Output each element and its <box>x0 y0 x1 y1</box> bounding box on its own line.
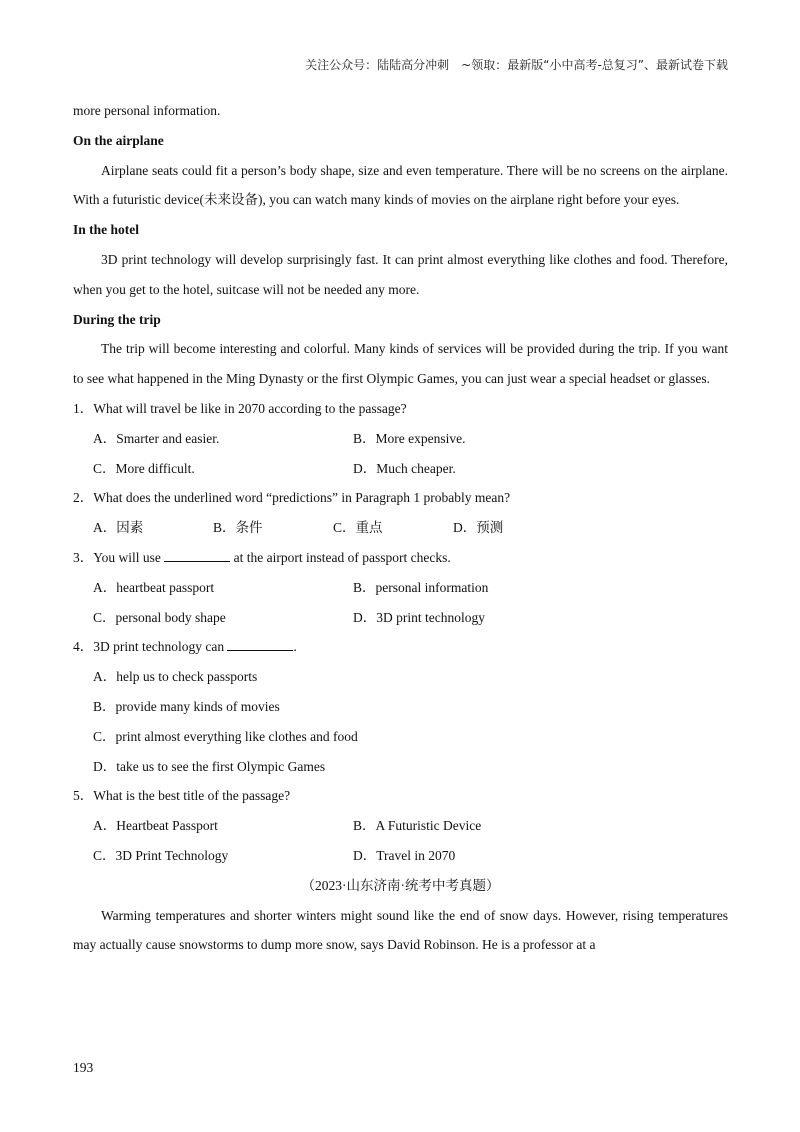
question-5-option-b[interactable]: B．A Futuristic Device <box>353 818 482 834</box>
question-1-option-a[interactable]: A．Smarter and easier. <box>93 430 220 446</box>
source-tag: （2023·山东济南·统考中考真题） <box>301 877 500 893</box>
paragraph-trip: The trip will become interesting and colorful. Many kinds of services will be provided during the trip. If you want to see what happened in the Ming Dynasty or the first Olympic Games, you can just wear a special headset or glasses. <box>73 341 728 387</box>
next-passage-paragraph: Warming temperatures and shorter winters might sound like the end of snow days. However, rising temperatures may actually cause snowstorms to dump more snow, says David Robinson. He is a professor at a <box>73 907 728 953</box>
section-heading-trip: During the trip <box>73 311 161 327</box>
page-header: 关注公众号：陆陆高分冲刺 ~领取：最新版“小中高考-总复习”、最新试卷下载 <box>305 58 728 72</box>
question-3-options-row-2 <box>73 603 728 633</box>
question-4-option-a[interactable]: A．help us to check passports <box>93 669 258 685</box>
question-3-options-row-1 <box>73 573 728 603</box>
question-2-options <box>73 513 728 543</box>
question-4-option-b[interactable]: B．provide many kinds of movies <box>93 698 280 714</box>
paragraph-hotel: 3D print technology will develop surprisingly fast. It can print almost everything like clothes and food. Therefore, when you get to the hotel, suitcase will not be needed any more. <box>73 251 728 297</box>
section-heading-hotel: In the hotel <box>73 222 140 238</box>
question-4-stem: 4．3D print technology can . <box>73 639 297 655</box>
question-1-stem: 1．What will travel be like in 2070 according to the passage? <box>73 400 407 416</box>
answer-blank <box>227 638 293 651</box>
question-1-options-row-2 <box>73 454 728 484</box>
question-5-option-c[interactable]: C．3D Print Technology <box>93 847 229 863</box>
question-1-option-b[interactable]: B．More expensive. <box>353 430 466 446</box>
question-5-option-d[interactable]: D．Travel in 2070 <box>353 847 456 863</box>
question-3-option-b[interactable]: B．personal information <box>353 579 489 595</box>
question-3-option-a[interactable]: A．heartbeat passport <box>93 579 215 595</box>
question-5-options-row-2 <box>73 841 728 871</box>
question-3-option-c[interactable]: C．personal body shape <box>93 609 226 625</box>
question-3-stem: 3．You will use at the airport instead of passport checks. <box>73 549 451 565</box>
question-2-option-c[interactable]: C．重点 <box>333 520 383 536</box>
passage-continuation: more personal information. <box>73 103 221 118</box>
page-number: 193 <box>73 1060 94 1075</box>
question-3-option-d[interactable]: D．3D print technology <box>353 609 485 625</box>
paragraph-airplane: Airplane seats could fit a person’s body shape, size and even temperature. There will be no screens on the airplane. With a futuristic device(未来设备), you can watch many kinds of movies on the airplane right before your eyes. <box>73 162 728 208</box>
answer-blank <box>164 549 230 562</box>
question-1-option-c[interactable]: C．More difficult. <box>93 460 195 476</box>
question-2-option-a[interactable]: A．因素 <box>93 520 144 536</box>
section-heading-airplane: On the airplane <box>73 132 164 148</box>
question-4-option-d[interactable]: D．take us to see the first Olympic Games <box>93 758 326 774</box>
question-1-option-d[interactable]: D．Much cheaper. <box>353 460 456 476</box>
question-2-stem: 2．What does the underlined word “predictions” in Paragraph 1 probably mean? <box>73 490 511 506</box>
question-2-option-b[interactable]: B．条件 <box>213 520 263 536</box>
question-5-stem: 5．What is the best title of the passage? <box>73 788 291 804</box>
page-content <box>73 96 728 960</box>
question-5-option-a[interactable]: A．Heartbeat Passport <box>93 818 218 834</box>
question-4-option-c[interactable]: C．print almost everything like clothes and food <box>93 728 358 744</box>
question-2-option-d[interactable]: D．预测 <box>453 520 504 536</box>
question-5-options-row-1 <box>73 811 728 841</box>
question-1-options-row-1 <box>73 424 728 454</box>
